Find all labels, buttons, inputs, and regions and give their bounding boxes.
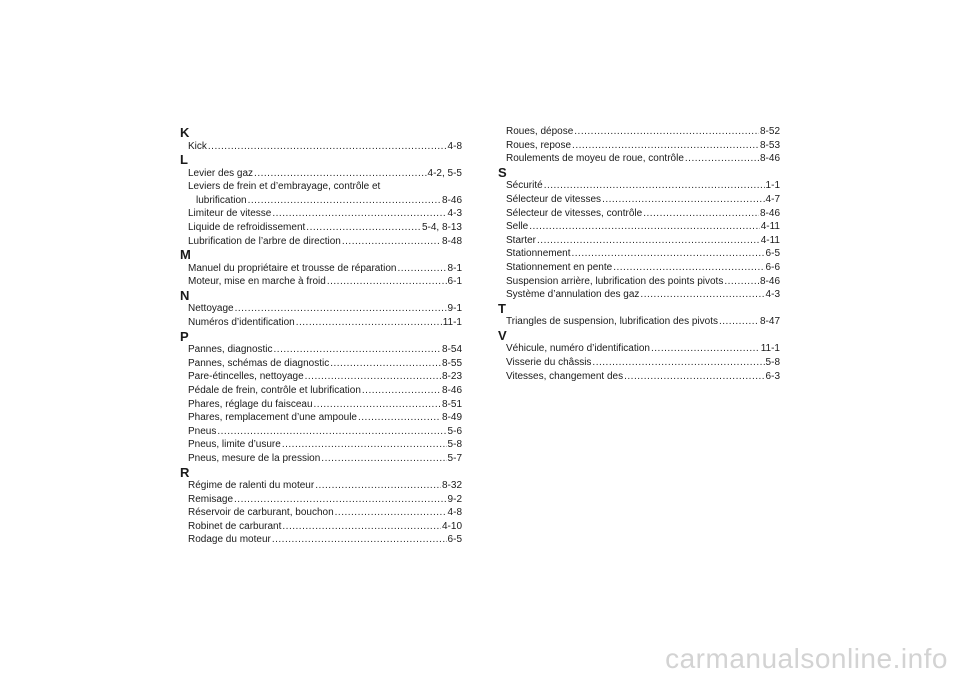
index-entry <box>188 357 462 370</box>
leader-dots <box>574 125 759 138</box>
leader-dots <box>248 194 441 207</box>
index-entry <box>188 167 462 180</box>
index-entry <box>506 207 780 220</box>
index-entry <box>506 193 780 206</box>
entry-label: Kick <box>188 140 207 152</box>
leader-dots <box>315 479 441 492</box>
index-entry <box>188 479 462 492</box>
index-entry <box>506 139 780 152</box>
entry-page-number: 8-49 <box>441 412 462 424</box>
entry-page-number: 8-47 <box>759 316 780 328</box>
leader-dots <box>274 343 441 356</box>
entry-label: Véhicule, numéro d’identification <box>506 343 650 355</box>
leader-dots <box>613 261 764 274</box>
entry-label: Pannes, diagnostic <box>188 344 273 356</box>
entry-page-number: 8-53 <box>759 139 780 151</box>
entry-page-number: 9-1 <box>447 303 462 315</box>
entry-label: Levier des gaz <box>188 167 254 179</box>
index-entry <box>506 261 780 274</box>
index-entry <box>188 180 462 193</box>
entry-label: Lubrification de l’arbre de direction <box>188 235 341 247</box>
index-entry <box>188 452 462 465</box>
entry-label: Remisage <box>188 493 234 505</box>
entry-page-number: 8-1 <box>447 262 462 274</box>
entry-page-number: 8-46 <box>759 207 780 219</box>
leader-dots <box>624 370 764 383</box>
entry-page-number: 9-2 <box>447 493 462 505</box>
index-entry <box>188 520 462 533</box>
section-letter: V <box>498 327 507 343</box>
entry-page-number: 8-23 <box>441 371 462 383</box>
entry-page-number: 11-1 <box>442 317 462 328</box>
entry-label: Pannes, schémas de diagnostic <box>188 357 330 369</box>
entry-page-number: 8-52 <box>759 126 780 137</box>
section-letter: L <box>180 152 188 168</box>
index-entry <box>188 438 462 451</box>
index-entry <box>188 493 462 506</box>
entry-page-number: 11-1 <box>760 343 780 355</box>
entry-label: Limiteur de vitesse <box>188 208 272 220</box>
section-letter: T <box>498 300 506 316</box>
index-entry <box>506 342 780 355</box>
leader-dots <box>397 262 446 275</box>
section-letter: M <box>180 247 191 263</box>
leader-dots <box>254 167 426 180</box>
entry-label: Roues, dépose <box>506 126 574 137</box>
entry-label: Stationnement <box>506 248 571 260</box>
entry-label: Moteur, mise en marche à froid <box>188 276 326 288</box>
leader-dots <box>724 275 759 288</box>
entry-page-number: 6-5 <box>447 534 462 546</box>
leader-dots <box>327 275 447 288</box>
index-entry <box>188 140 462 153</box>
entry-page-number: 4-2, 5-5 <box>427 167 462 179</box>
leader-dots <box>592 356 764 369</box>
leader-dots <box>314 398 441 411</box>
index-entry <box>188 262 462 275</box>
entry-page-number: 4-3 <box>765 289 780 301</box>
entry-page-number: 1-1 <box>765 180 780 192</box>
entry-label: Liquide de refroidissement <box>188 222 306 233</box>
section-letter: S <box>498 164 507 180</box>
leader-dots <box>282 438 447 451</box>
section-letter: P <box>180 328 189 344</box>
index-entry <box>188 384 462 397</box>
leader-dots <box>272 533 447 546</box>
index-entry <box>506 125 780 138</box>
leader-dots <box>272 207 446 220</box>
entry-label: Sélecteur de vitesses <box>506 193 602 205</box>
entry-page-number: 5-4, 8-13 <box>421 222 462 233</box>
entry-page-number: 8-46 <box>759 153 780 165</box>
entry-page-number: 8-55 <box>441 357 462 369</box>
index-entry <box>506 275 780 288</box>
entry-page-number: 8-32 <box>441 480 462 491</box>
leader-dots <box>537 234 760 247</box>
entry-label: Régime de ralenti du moteur <box>188 480 315 491</box>
entry-label: Leviers de frein et d’embrayage, contrôle et <box>188 181 381 193</box>
entry-page-number: 8-46 <box>441 384 462 396</box>
entry-label: Manuel du propriétaire et trousse de réparation <box>188 262 397 274</box>
leader-dots <box>719 315 759 328</box>
entry-page-number: 4-8 <box>447 140 462 152</box>
entry-label: lubrification <box>196 194 247 206</box>
index-entry <box>506 370 780 383</box>
index-entry <box>196 194 462 207</box>
entry-page-number: 8-51 <box>441 398 462 410</box>
entry-page-number: 5-8 <box>447 439 462 451</box>
entry-page-number: 8-46 <box>441 194 462 206</box>
leader-dots <box>282 520 441 533</box>
leader-dots <box>234 493 447 506</box>
index-entry <box>188 411 462 424</box>
index-entry <box>188 370 462 383</box>
leader-dots <box>651 342 760 355</box>
entry-label: Numéros d’identification <box>188 317 295 328</box>
entry-label: Sécurité <box>506 180 543 192</box>
entry-label: Stationnement en pente <box>506 261 613 273</box>
entry-label: Pneus, limite d’usure <box>188 439 281 451</box>
leader-dots <box>335 506 447 519</box>
section-letter: K <box>180 125 190 140</box>
entry-page-number: 5-6 <box>447 425 462 437</box>
entry-label: Réservoir de carburant, bouchon <box>188 507 334 519</box>
index-entry <box>506 356 780 369</box>
leader-dots <box>685 152 759 165</box>
leader-dots <box>235 302 447 315</box>
watermark: carmanualsonline.info <box>665 643 948 674</box>
entry-label: Starter <box>506 234 537 246</box>
leader-dots <box>296 316 442 329</box>
entry-label: Pneus <box>188 425 217 437</box>
entry-page-number: 6-6 <box>765 261 780 273</box>
leader-dots <box>330 357 441 370</box>
leader-dots <box>306 221 421 234</box>
leader-dots <box>643 207 759 220</box>
entry-label: Nettoyage <box>188 303 234 315</box>
index-entry <box>506 234 780 247</box>
entry-page-number: 5-7 <box>447 452 462 464</box>
entry-label: Triangles de suspension, lubrification des pivots <box>506 316 718 328</box>
entry-page-number: 4-3 <box>447 208 462 220</box>
index-entry <box>188 221 462 234</box>
leader-dots <box>217 425 446 438</box>
leader-dots <box>544 179 765 192</box>
leader-dots <box>305 370 441 383</box>
leader-dots <box>572 247 765 260</box>
entry-page-number: 6-5 <box>765 248 780 260</box>
index-entry <box>506 288 780 301</box>
entry-page-number: 4-10 <box>441 520 462 532</box>
entry-page-number: 8-48 <box>441 235 462 247</box>
entry-label: Phares, remplacement d’une ampoule <box>188 412 357 424</box>
index-entry <box>188 316 462 329</box>
index-entry <box>188 506 462 519</box>
index-entry <box>188 343 462 356</box>
entry-page-number: 5-8 <box>765 356 780 368</box>
entry-page-number: 6-1 <box>447 276 462 288</box>
leader-dots <box>342 235 441 248</box>
entry-label: Pneus, mesure de la pression <box>188 452 321 464</box>
entry-label: Pédale de frein, contrôle et lubrification <box>188 384 361 396</box>
leader-dots <box>602 193 764 206</box>
entry-label: Selle <box>506 221 529 233</box>
index-entry <box>188 207 462 220</box>
index-entry <box>506 152 780 165</box>
entry-label: Roulements de moyeu de roue, contrôle <box>506 153 684 165</box>
leader-dots <box>572 139 759 152</box>
entry-label: Robinet de carburant <box>188 520 282 532</box>
entry-page-number: 8-54 <box>441 344 462 356</box>
index-entry <box>188 302 462 315</box>
leader-dots <box>358 411 441 424</box>
index-entry <box>506 247 780 260</box>
entry-page-number: 4-7 <box>765 193 780 205</box>
index-entry <box>188 533 462 546</box>
entry-page-number: 6-3 <box>765 370 780 382</box>
entry-label: Phares, réglage du faisceau <box>188 398 313 410</box>
entry-label: Visserie du châssis <box>506 356 592 368</box>
leader-dots <box>529 220 759 233</box>
entry-label: Sélecteur de vitesses, contrôle <box>506 207 643 219</box>
index-entry <box>506 179 780 192</box>
entry-label: Système d’annulation des gaz <box>506 289 640 301</box>
entry-label: Rodage du moteur <box>188 534 271 546</box>
entry-label: Suspension arrière, lubrification des points pivots <box>506 275 724 287</box>
entry-label: Vitesses, changement des <box>506 370 624 382</box>
index-entry <box>188 235 462 248</box>
entry-page-number: 8-46 <box>759 275 780 287</box>
entry-page-number: 4-11 <box>760 221 780 233</box>
entry-page-number: 4-11 <box>760 234 780 246</box>
index-entry <box>188 275 462 288</box>
leader-dots <box>208 140 447 153</box>
leader-dots <box>640 288 764 301</box>
leader-dots <box>362 384 441 397</box>
section-letter: R <box>180 464 190 480</box>
index-entry <box>188 425 462 438</box>
leader-dots <box>321 452 446 465</box>
entry-page-number: 4-8 <box>447 507 462 519</box>
entry-label: Roues, repose <box>506 139 572 151</box>
index-entry <box>506 315 780 328</box>
entry-label: Pare-étincelles, nettoyage <box>188 371 304 383</box>
section-letter: N <box>180 287 190 303</box>
index-entry <box>188 398 462 411</box>
index-entry <box>506 220 780 233</box>
